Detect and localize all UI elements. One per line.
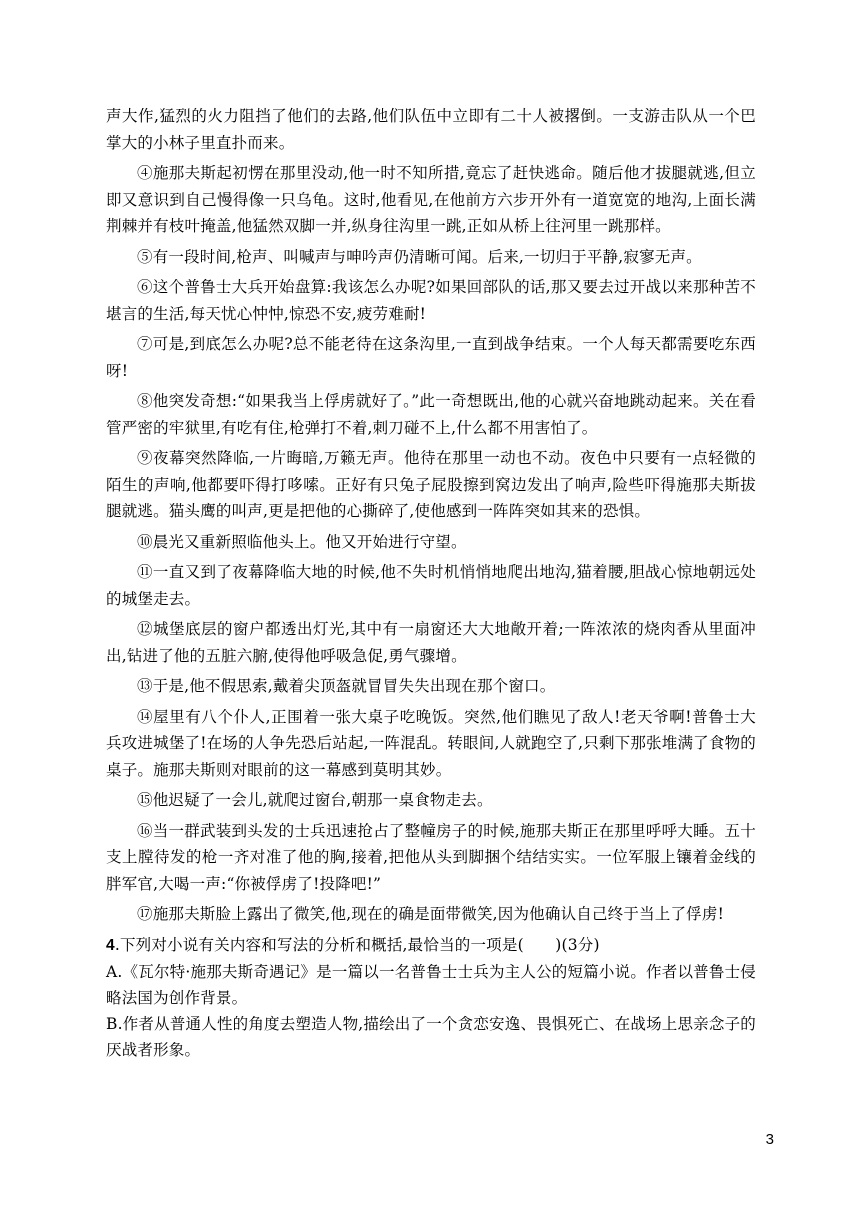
question-stem: [106, 932, 756, 959]
question-block: [106, 932, 756, 1063]
question-number: 4: [106, 936, 115, 954]
page-number: 3: [765, 1131, 774, 1148]
passage: [106, 103, 756, 928]
passage-paragraph: ⑧他突发奇想:“如果我当上俘虏就好了。”此一奇想既出,他的心就兴奋地跳动起来。关在看管严密的牢狱里,有吃有住,枪弹打不着,刺刀碰不上,什么都不用害怕了。: [106, 392, 756, 437]
passage-paragraph: ⑦可是,到底怎么办呢?总不能老待在这条沟里,一直到战争结束。一个人每天都需要吃东西呀!: [106, 335, 756, 380]
passage-paragraph: ⑨夜幕突然降临,一片晦暗,万籁无声。他待在那里一动也不动。夜色中只要有一点轻微的陌生的声响,他都要吓得打哆嗦。正好有只兔子屁股擦到窝边发出了响声,险些吓得施那夫斯拔腿就逃。猫头鹰的叫声,更是把他的心撕碎了,使他感到一阵阵突如其来的恐惧。: [106, 449, 756, 520]
page-content: [106, 103, 756, 1063]
passage-paragraph: ④施那夫斯起初愣在那里没动,他一时不知所措,竟忘了赶快逃命。随后他才拔腿就逃,但立即又意识到自己慢得像一只乌龟。这时,他看见,在他前方六步开外有一道宽宽的地沟,上面长满荆棘并有枝叶掩盖,他猛然双脚一并,纵身往沟里一跳,正如从桥上往河里一跳那样。: [106, 164, 756, 235]
question-text: .下列对小说有关内容和写法的分析和概括,最恰当的一项是( )(3分): [114, 935, 600, 954]
passage-paragraph: ⑥这个普鲁士大兵开始盘算:我该怎么办呢?如果回部队的话,那又要去过开战以来那种苦不堪言的生活,每天忧心忡忡,惊恐不安,疲劳难耐!: [106, 278, 756, 323]
passage-paragraph: ⑯当一群武装到头发的士兵迅速抢占了整幢房子的时候,施那夫斯正在那里呼呼大睡。五十支上膛待发的枪一齐对准了他的胸,接着,把他从头到脚捆个结结实实。一位军服上镶着金线的胖军官,大喝一声:“你被俘虏了!投降吧!”: [106, 821, 756, 893]
passage-paragraph: ⑭屋里有八个仆人,正围着一张大桌子吃晚饭。突然,他们瞧见了敌人!老天爷啊!普鲁士大兵攻进城堡了!在场的人争先恐后站起,一阵混乱。转眼间,人就跑空了,只剩下那张堆满了食物的桌子。施那夫斯则对眼前的这一幕感到莫明其妙。: [106, 707, 756, 779]
passage-paragraph: ⑰施那夫斯脸上露出了微笑,他,现在的确是面带微笑,因为他确认自己终于当上了俘虏!: [137, 905, 725, 923]
option-a: A.《瓦尔特·施那夫斯奇遇记》是一篇以一名普鲁士士兵为主人公的短篇小说。作者以普鲁士侵略法国为创作背景。: [106, 962, 756, 1007]
passage-paragraph: ⑫城堡底层的窗户都透出灯光,其中有一扇窗还大大地敞开着;一阵浓浓的烧肉香从里面冲出,钻进了他的五脏六腑,使得他呼吸急促,勇气骤增。: [106, 620, 756, 665]
passage-paragraph: ⑩晨光又重新照临他头上。他又开始进行守望。: [137, 532, 467, 551]
option-b: B.作者从普通人性的角度去塑造人物,描绘出了一个贪恋安逸、畏惧死亡、在战场上思亲念子的厌战者形象。: [106, 1014, 756, 1059]
passage-paragraph: ⑮他迟疑了一会儿,就爬过窗台,朝那一桌食物走去。: [137, 791, 493, 809]
passage-paragraph: ⑤有一段时间,枪声、叫喊声与呻吟声仍清晰可闻。后来,一切归于平静,寂寥无声。: [137, 247, 702, 266]
passage-paragraph: ⑬于是,他不假思索,戴着尖顶盔就冒冒失失出现在那个窗口。: [137, 677, 556, 695]
passage-paragraph: ⑪一直又到了夜幕降临大地的时候,他不失时机悄悄地爬出地沟,猫着腰,胆战心惊地朝远处的城堡走去。: [106, 563, 756, 608]
passage-paragraph: 声大作,猛烈的火力阻挡了他们的去路,他们队伍中立即有二十人被撂倒。一支游击队从一个巴掌大的小林子里直扑而来。: [106, 107, 756, 152]
